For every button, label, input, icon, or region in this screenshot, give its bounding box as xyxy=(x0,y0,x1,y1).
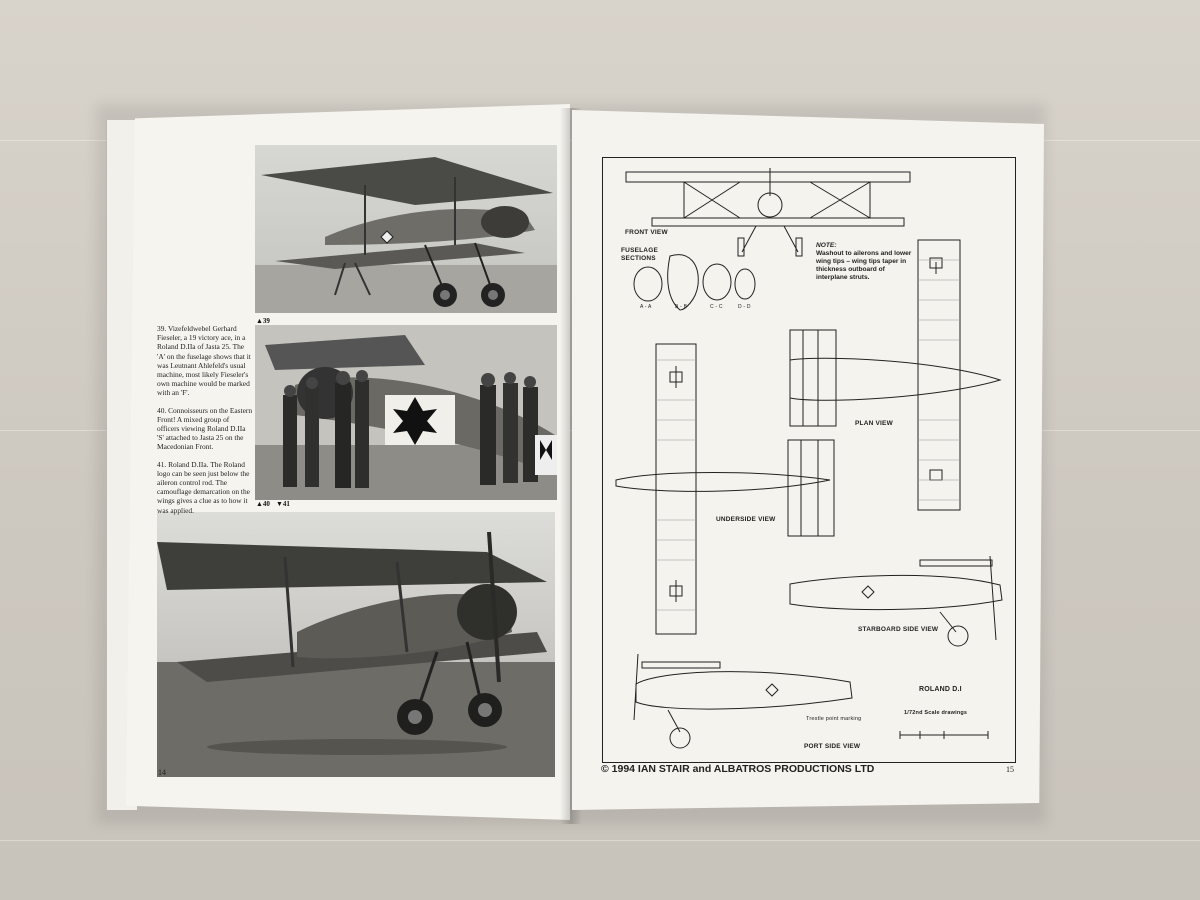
label-plan-view: PLAN VIEW xyxy=(855,420,893,427)
label-section-b: B - B xyxy=(675,304,688,310)
label-section-c: C - C xyxy=(710,304,723,310)
photo-mark-40: ▲40 xyxy=(256,500,270,508)
photo-mark-39: ▲39 xyxy=(256,317,270,325)
scale-bar-drawing xyxy=(900,731,988,739)
page-number-left: 14 xyxy=(158,768,166,777)
page-number-right: 15 xyxy=(1006,765,1014,774)
label-scale: 1/72nd Scale drawings xyxy=(904,710,968,716)
caption-41: 41. Roland D.IIa. The Roland logo can be seen just below the aileron control rod. The camouflage demarcation on the wings gives a clue as to how it was applied. xyxy=(157,459,250,515)
label-section-d: D - D xyxy=(738,304,751,310)
note-title: NOTE: xyxy=(816,242,837,249)
caption-40: 40. Connoisseurs on the Eastern Front! A mixed group of officers viewing Roland D.IIa 'S' attached to Jasta 25 on the Macedonian Front. xyxy=(157,405,253,452)
caption-39: 39. Vizefeldwebel Gerhard Fieseler, a 19 victory ace, in a Roland D.IIa of Jasta 25. The 'A' on the fuselage shows that it was Leutnant Ahlefeld's usual machine, most likely Fieseler's own machine would be marked with an 'F'. xyxy=(157,324,251,398)
underside-view-drawing xyxy=(616,344,834,634)
photo-mark-41: ▼41 xyxy=(276,500,290,508)
label-underside-view: UNDERSIDE VIEW xyxy=(716,516,776,523)
label-front-view: FRONT VIEW xyxy=(625,229,668,236)
drawing-note xyxy=(816,242,916,282)
copyright-line: © 1994 IAN STAIR and ALBATROS PRODUCTIONS LTD xyxy=(601,763,875,775)
label-port-side-view: PORT SIDE VIEW xyxy=(804,743,861,750)
label-starboard-side-view: STARBOARD SIDE VIEW xyxy=(858,626,939,633)
label-trestle-point: Trestle point marking xyxy=(806,716,862,722)
port-side-view-drawing xyxy=(634,654,852,748)
label-fuselage-sections: FUSELAGE SECTIONS xyxy=(621,247,658,262)
label-section-a: A - A xyxy=(640,304,652,310)
label-roland: ROLAND D.I xyxy=(919,686,962,693)
note-text: Washout to ailerons and lower wing tips – wing tips taper in thickness outboard of interplane struts. xyxy=(816,250,912,281)
